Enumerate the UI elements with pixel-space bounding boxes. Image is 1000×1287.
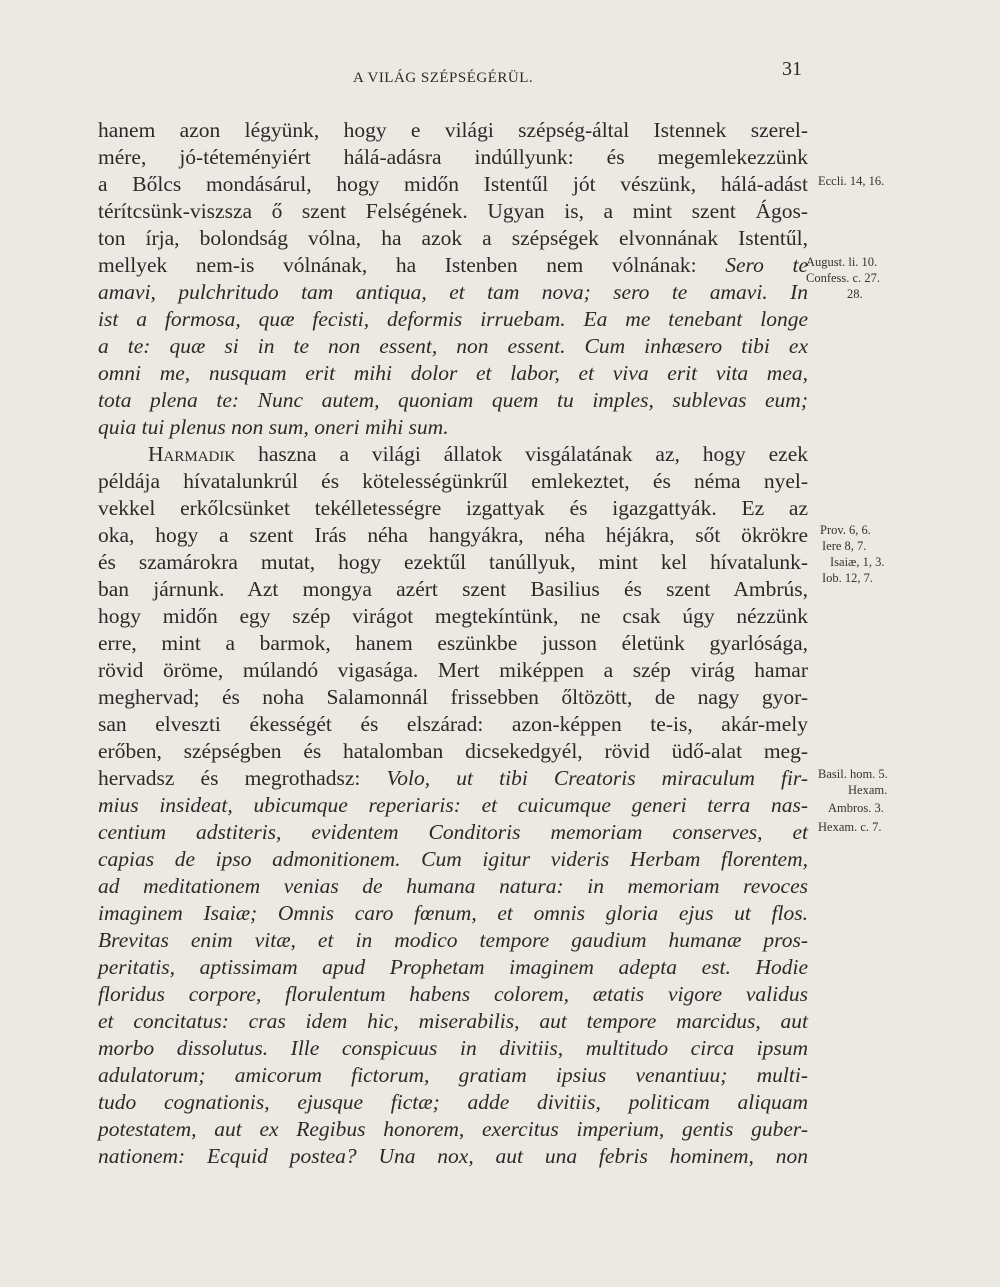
text-line: és szamárokra mutat, hogy ezektűl tanúllyuk, mint kel hívatalunk- <box>98 550 808 574</box>
text-line: ad meditationem venias de humana natura: in memoriam revoces <box>98 874 808 898</box>
text-line: ist a formosa, quæ fecisti, deformis irruebam. Ea me tenebant longe <box>98 307 808 331</box>
text-line: quia tui plenus non sum, oneri mihi sum. <box>98 415 449 439</box>
text-line: potestatem, aut ex Regibus honorem, exercitus imperium, gentis guber- <box>98 1117 808 1141</box>
text-line: ton írja, bolondság vólna, ha azok a szépségek elvonnának Istentűl, <box>98 226 808 250</box>
text-line: morbo dissolutus. Ille conspicuus in divitiis, multitudo circa ipsum <box>98 1036 808 1060</box>
text-segment: mellyek nem-is vólnának, ha Istenben nem vólnának: <box>98 253 697 277</box>
text-segment: hervadsz és megrothadsz: <box>98 766 361 790</box>
text-line: Brevitas enim vitæ, et in modico tempore gaudium humanæ pros- <box>98 928 808 952</box>
text-line: imaginem Isaiæ; Omnis caro fœnum, et omnis gloria ejus ut flos. <box>98 901 808 925</box>
text-line: mius insideat, ubicumque reperiaris: et cuicumque generi terra nas- <box>98 793 808 817</box>
text-segment: Sero te <box>725 253 808 277</box>
text-line: omni me, nusquam erit mihi dolor et labor, et viva erit vita mea, <box>98 361 808 385</box>
text-line: térítcsünk-viszsza ő szent Felségének. Ugyan is, a mint szent Ágos- <box>98 199 808 223</box>
text-segment: Volo, ut tibi Creatoris miraculum fir- <box>386 766 809 790</box>
margin-note: Isaiæ, 1, 3. <box>830 555 885 569</box>
margin-note: Iob. 12, 7. <box>822 571 874 585</box>
text-line: capias de ipso admonitionem. Cum igitur videris Herbam florentem, <box>98 847 808 871</box>
margin-note: 28. <box>847 287 863 301</box>
text-line: vekkel erkőlcsünket tekélletességre izgattyak és igazgattyák. Ez az <box>98 496 808 520</box>
margin-note: Hexam. <box>848 783 888 797</box>
text-line: ban járnunk. Azt mongya azért szent Basilius és szent Ambrús, <box>98 577 808 601</box>
text-line: oka, hogy a szent Irás néha hangyákra, néha héjákra, sőt ökrökre <box>98 523 808 547</box>
text-line: a te: quæ si in te non essent, non essent. Cum inhæsero tibi ex <box>98 334 808 358</box>
text-line: tota plena te: Nunc autem, quoniam quem tu imples, sublevas eum; <box>98 388 808 412</box>
margin-note: August. li. 10. <box>806 255 878 269</box>
margin-note: Confess. c. 27. <box>806 271 880 285</box>
margin-note: Hexam. c. 7. <box>818 820 882 834</box>
text-line: erőben, szépségben és hatalomban dicsekedgyél, rövid üdő-alat meg- <box>98 739 808 763</box>
text-line: et concitatus: cras idem hic, miserabilis, aut tempore marcidus, aut <box>98 1009 808 1033</box>
running-header: A VILÁG SZÉPSÉGÉRÜL. <box>353 70 534 86</box>
margin-note: Iere 8, 7. <box>822 539 867 553</box>
text-line: nationem: Ecquid postea? Una nox, aut una febris hominem, non <box>98 1144 808 1168</box>
margin-note: Prov. 6, 6. <box>820 523 871 537</box>
margin-note: Basil. hom. 5. <box>818 767 888 781</box>
text-segment: Harmadik <box>148 442 236 466</box>
text-line: példája hívatalunkrúl és kötelességünkrűl emlekeztet, és néma nyel- <box>98 469 808 493</box>
text-segment: haszna a világi állatok visgálatának az, hogy ezek <box>258 442 808 466</box>
text-line <box>98 764 808 792</box>
text-line: centium adstiteris, evidentem Conditoris memoriam conserves, et <box>98 820 808 844</box>
text-line: san elveszti ékességét és elszárad: azon-képpen te-is, akár-mely <box>98 712 808 736</box>
text-line: hogy midőn egy szép virágot megtekíntünk, ne csak úgy nézzünk <box>98 604 808 628</box>
text-line: rövid öröme, múlandó vigasága. Mert miképpen a szép virág hamar <box>98 658 808 682</box>
margin-note: Eccli. 14, 16. <box>818 174 885 188</box>
text-line: amavi, pulchritudo tam antiqua, et tam nova; sero te amavi. In <box>98 280 808 304</box>
page-number: 31 <box>782 58 802 80</box>
text-line: floridus corpore, florulentum habens colorem, ætatis vigore validus <box>98 982 808 1006</box>
text-line: peritatis, aptissimam apud Prophetam imaginem adepta est. Hodie <box>98 955 808 979</box>
text-line: adulatorum; amicorum fictorum, gratiam ipsius venantiuu; multi- <box>98 1063 808 1087</box>
text-line <box>98 251 808 279</box>
text-line: tudo cognationis, ejusque fictæ; adde divitiis, politicam aliquam <box>98 1090 808 1114</box>
text-line: mére, jó-téteményiért hálá-adásra indúllyunk: és megemlekezzünk <box>98 145 808 169</box>
text-line: erre, mint a barmok, hanem eszünkbe jusson életünk gyarlósága, <box>98 631 808 655</box>
margin-note: Ambros. 3. <box>828 801 884 815</box>
text-line: hanem azon légyünk, hogy e világi szépség-által Istennek szerel- <box>98 118 808 142</box>
text-line <box>98 440 808 468</box>
text-line: meghervad; és noha Salamonnál frissebben őltözött, de nagy gyor- <box>98 685 808 709</box>
text-line: a Bőlcs mondásárul, hogy midőn Istentűl jót vészünk, hálá-adást <box>98 172 808 196</box>
